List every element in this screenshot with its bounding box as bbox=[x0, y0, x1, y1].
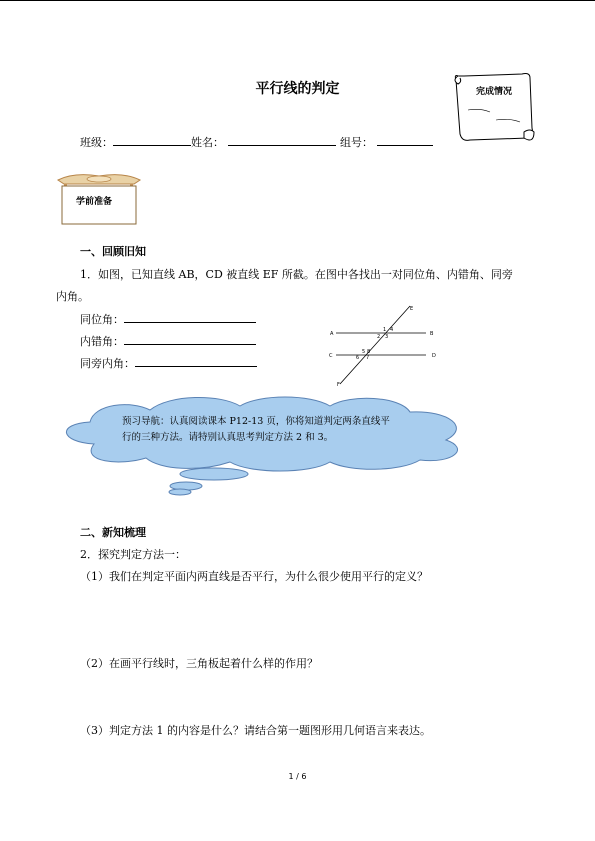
alternate-angles-row bbox=[80, 333, 256, 349]
status-scroll-box bbox=[450, 70, 536, 146]
label-b: B bbox=[430, 331, 434, 337]
label-c: C bbox=[329, 353, 333, 359]
label-a: A bbox=[330, 331, 334, 337]
angle-1: 1 bbox=[383, 327, 387, 333]
angle-7: 7 bbox=[366, 355, 370, 361]
page-number: 1 / 6 bbox=[288, 772, 307, 781]
angle-4: 4 bbox=[390, 327, 394, 333]
top-rule bbox=[0, 0, 595, 1]
question2-sub2: （2）在画平行线时，三角板起着什么样的作用？ bbox=[80, 657, 318, 670]
label-d: D bbox=[432, 353, 436, 359]
alternate-angles-field[interactable] bbox=[124, 333, 256, 345]
section1-heading: 一、回顾旧知 bbox=[80, 245, 146, 258]
page-title: 平行线的判定 bbox=[255, 81, 340, 97]
question2-sub1: （1）我们在判定平面内两直线是否平行，为什么很少使用平行的定义？ bbox=[80, 570, 428, 583]
question2-sub3: （3）判定方法 1 的内容是什么？请结合第一题图形用几何语言来表达。 bbox=[80, 724, 431, 737]
label-e: E bbox=[410, 306, 414, 312]
label-f: F bbox=[337, 382, 340, 388]
consecutive-angles-row bbox=[80, 355, 257, 371]
preview-guide-text bbox=[122, 414, 412, 446]
question1-text-cont: 内角。 bbox=[56, 290, 89, 303]
angle-8: 8 bbox=[367, 349, 371, 355]
angle-5: 5 bbox=[362, 349, 366, 355]
consecutive-angles-label: 同旁内角： bbox=[80, 357, 135, 370]
group-label: 组号： bbox=[340, 136, 373, 149]
name-field[interactable] bbox=[228, 134, 336, 146]
preview-guide-line1: 预习导航：认真阅读课本 P12-13 页，你将知道判定两条直线平 bbox=[122, 416, 390, 427]
class-field[interactable] bbox=[113, 134, 191, 146]
corresponding-angles-label: 同位角： bbox=[80, 313, 124, 326]
name-label: 姓名： bbox=[191, 136, 224, 149]
student-info-row bbox=[80, 134, 433, 150]
angle-3: 3 bbox=[385, 334, 389, 340]
group-field[interactable] bbox=[377, 134, 433, 146]
corresponding-angles-row bbox=[80, 311, 256, 327]
alternate-angles-label: 内错角： bbox=[80, 335, 124, 348]
preview-banner-label: 学前准备 bbox=[75, 197, 112, 207]
question1-text: 1．如图，已知直线 AB，CD 被直线 EF 所截。在图中各找出一对同位角、内错角、同旁 bbox=[80, 268, 513, 281]
parallel-lines-figure bbox=[322, 300, 444, 390]
class-label: 班级： bbox=[80, 136, 113, 149]
corresponding-angles-field[interactable] bbox=[124, 311, 256, 323]
angle-2: 2 bbox=[377, 334, 381, 340]
angle-6: 6 bbox=[356, 355, 360, 361]
preview-guide-line2: 行的三种方法。请特别认真思考判定方法 2 和 3。 bbox=[122, 432, 334, 443]
question2-text: 2．探究判定方法一： bbox=[80, 548, 186, 561]
section2-heading: 二、新知梳理 bbox=[80, 526, 146, 539]
consecutive-angles-field[interactable] bbox=[135, 355, 257, 367]
line-ef bbox=[340, 306, 410, 384]
status-label: 完成情况 bbox=[475, 87, 512, 97]
